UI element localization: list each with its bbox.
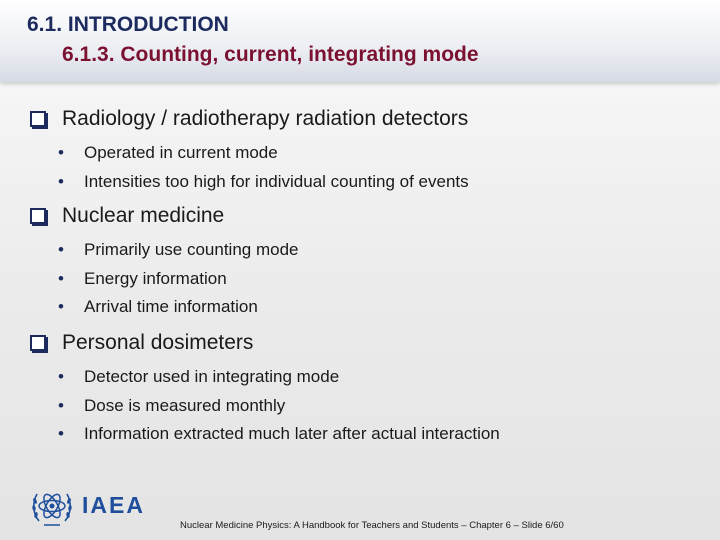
bullet-dot-icon: • xyxy=(58,240,64,259)
list-item xyxy=(30,392,500,421)
section-title: Radiology / radiotherapy radiation detectors xyxy=(62,107,469,130)
list-item-text: Intensities too high for individual counting of events xyxy=(84,171,469,191)
checkbox-icon xyxy=(30,335,46,351)
section-heading xyxy=(30,330,500,356)
bullet-list xyxy=(30,363,500,449)
list-item xyxy=(30,420,500,449)
bullet-dot-icon: • xyxy=(58,268,64,288)
list-item xyxy=(30,168,469,197)
list-item xyxy=(30,363,500,392)
list-item xyxy=(30,265,298,294)
logo-text: IAEA xyxy=(82,491,145,518)
list-item-text: Arrival time information xyxy=(84,297,258,316)
iaea-logo xyxy=(30,481,145,529)
bullet-dot-icon: • xyxy=(58,143,64,162)
list-item xyxy=(30,139,469,168)
section-personal-dosimeters xyxy=(30,330,500,449)
list-item-text: Dose is measured monthly xyxy=(84,395,286,415)
list-item-text: Information extracted much later after actual interaction xyxy=(84,424,500,443)
list-item xyxy=(30,293,298,322)
footer-caption: Nuclear Medicine Physics: A Handbook for Teachers and Students – Chapter 6 – Slide 6/60 xyxy=(180,520,564,531)
slide-subtitle: 6.1.3. Counting, current, integrating mode xyxy=(62,43,479,66)
bullet-dot-icon: • xyxy=(58,367,64,386)
section-title: Personal dosimeters xyxy=(62,331,254,354)
section-heading xyxy=(30,106,469,132)
bullet-list xyxy=(30,236,298,322)
bullet-dot-icon: • xyxy=(58,297,64,316)
list-item-text: Operated in current mode xyxy=(84,143,278,162)
checkbox-icon xyxy=(30,111,46,127)
list-item-text: Detector used in integrating mode xyxy=(84,367,340,386)
section-title: Nuclear medicine xyxy=(62,204,225,227)
section-radiology xyxy=(30,106,469,196)
bullet-dot-icon: • xyxy=(58,171,64,191)
section-heading xyxy=(30,203,298,229)
bullet-dot-icon: • xyxy=(58,395,64,415)
checkbox-icon xyxy=(30,208,46,224)
list-item-text: Energy information xyxy=(84,268,227,288)
section-nuclear-medicine xyxy=(30,203,298,322)
list-item-text: Primarily use counting mode xyxy=(84,240,299,259)
slide-title: 6.1. INTRODUCTION xyxy=(27,13,229,36)
bullet-list xyxy=(30,139,469,196)
bullet-dot-icon: • xyxy=(58,424,64,443)
iaea-atom-emblem-icon xyxy=(30,481,74,529)
slide-header xyxy=(0,0,720,82)
list-item xyxy=(30,236,298,265)
